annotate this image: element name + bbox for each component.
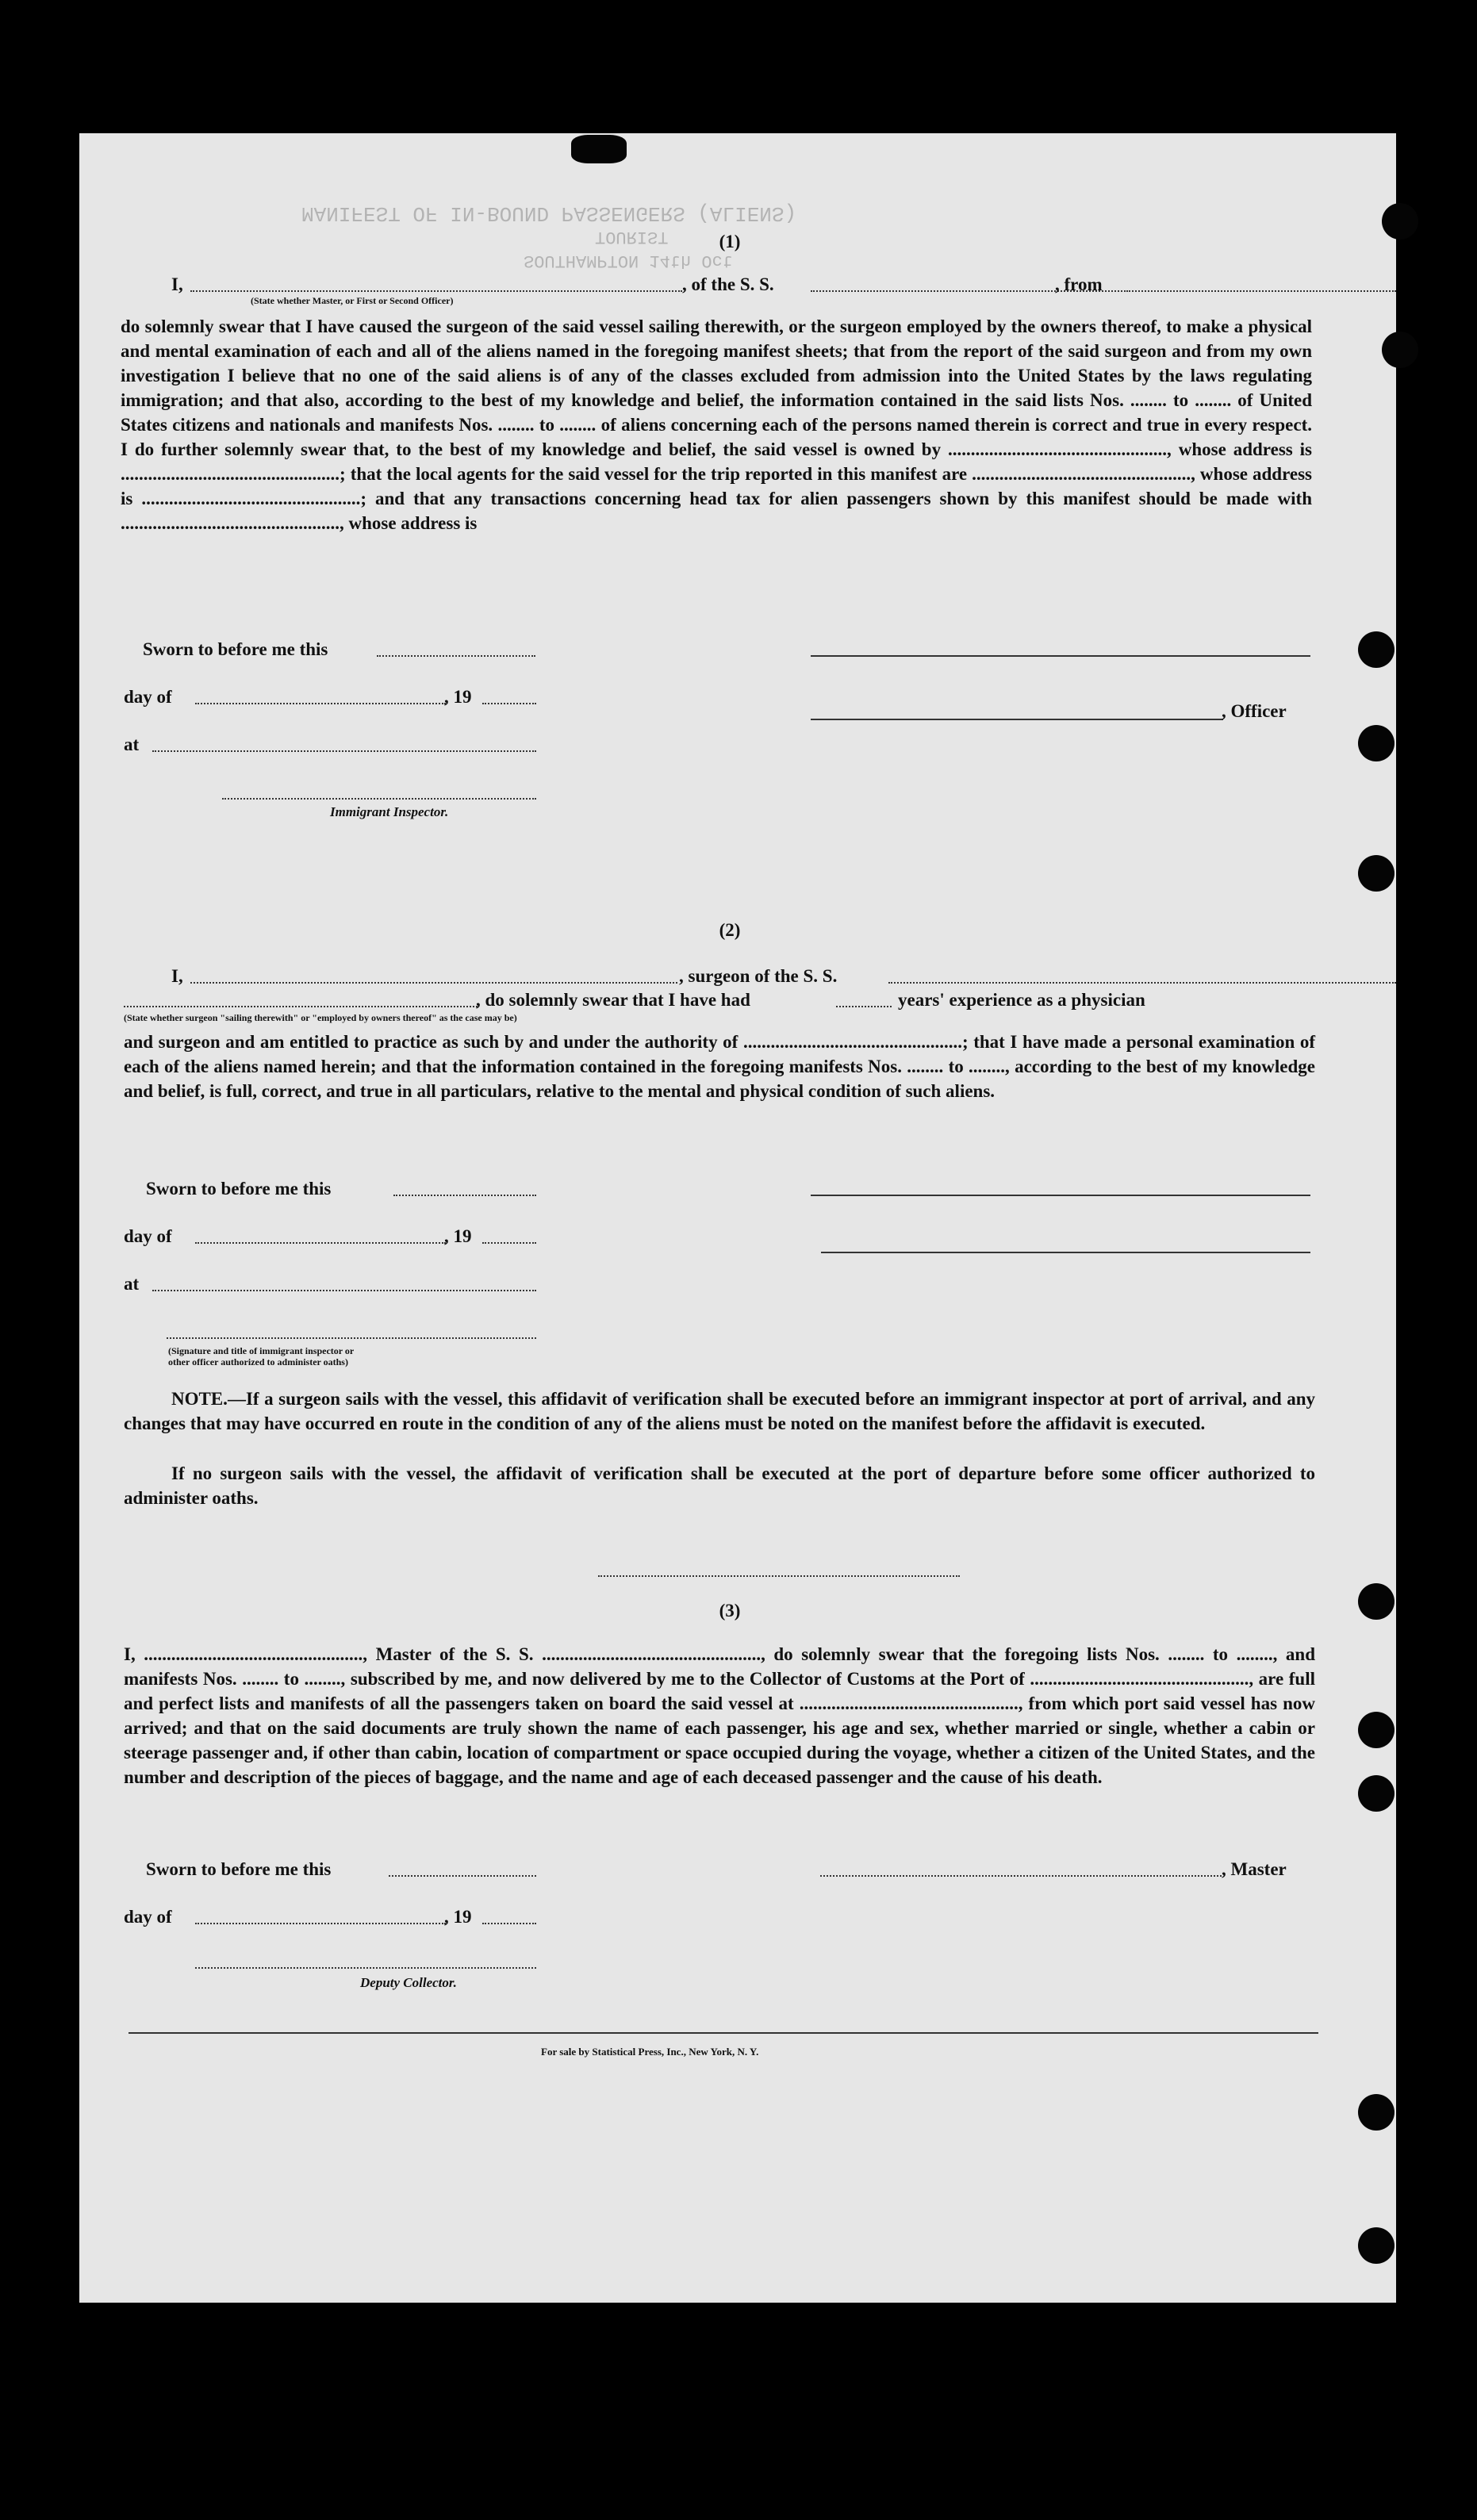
year-label-3: , 19 — [444, 1907, 472, 1927]
at-label-2: at — [124, 1274, 140, 1294]
punch-hole — [1358, 1583, 1395, 1620]
years-field[interactable] — [836, 1006, 892, 1007]
note-paragraph — [124, 1387, 1315, 1436]
section-2-oath-text: and surgeon and am entitled to practice as such by and under the authority of ................................................; that I have made a personal examination of each of the aliens named herein; and that the information contained in the foregoing manifests Nos. ........ to ........, according to the best of my knowledge and belief, is full, correct, and true in all particulars, relative to the mental and physical condition of such aliens. — [124, 1032, 1315, 1101]
punch-hole — [1358, 855, 1395, 892]
sworn-label-2: Sworn to before me this — [146, 1179, 332, 1199]
bleed-through-line: TOURIST — [595, 227, 669, 247]
footer-rule — [129, 2032, 1318, 2034]
years-label: years' experience as a physician — [898, 990, 1145, 1010]
inspector-signature-field[interactable] — [222, 798, 536, 800]
note-paragraph-2: If no surgeon sails with the vessel, the affidavit of verification shall be executed at the port of departure before some officer authorized to administer oaths. — [124, 1463, 1315, 1508]
day-field-1[interactable] — [195, 703, 446, 704]
section-2-i-label: I, — [171, 966, 183, 986]
surgeon-signature-line[interactable] — [811, 1195, 1310, 1196]
year-field-3[interactable] — [482, 1923, 536, 1924]
punch-hole — [1358, 631, 1395, 668]
sworn-field-2[interactable] — [393, 1195, 536, 1196]
surgeon-vessel-field[interactable] — [888, 982, 1396, 984]
section-2-number: (2) — [719, 920, 741, 940]
day-of-label-1: day of — [124, 687, 172, 707]
surgeon-name-field[interactable] — [190, 982, 677, 984]
officer-caption: (State whether Master, or First or Second Officer) — [251, 295, 454, 306]
official-signature-field[interactable] — [167, 1337, 536, 1339]
deputy-signature-field[interactable] — [195, 1967, 536, 1969]
master-label: , Master — [1222, 1859, 1287, 1879]
day-of-label-2: day of — [124, 1226, 172, 1246]
punch-hole — [1382, 203, 1418, 240]
surgeon-signature-line-2[interactable] — [821, 1252, 1310, 1253]
sworn-field-3[interactable] — [389, 1875, 536, 1877]
sworn-label-1: Sworn to before me this — [143, 639, 328, 659]
punch-hole — [1358, 1712, 1395, 1748]
signature-caption-2: other officer authorized to administer oaths) — [168, 1356, 348, 1367]
section-1-number: (1) — [719, 232, 741, 251]
at-field-1[interactable] — [152, 750, 536, 752]
signature-caption-1: (Signature and title of immigrant inspector or — [168, 1345, 355, 1356]
day-field-2[interactable] — [195, 1242, 446, 1244]
at-label-1: at — [124, 735, 140, 754]
day-field-3[interactable] — [195, 1923, 446, 1924]
section-3-oath-text: I, ................................................, Master of the S. S. ................................................, do solemnly swear that the foregoing lists Nos. ........ to ........, and manifests Nos. ........ to ........, subscribed by me, and now delivered by me to the Collector of Customs at the Port of ................................................, are full and perfect lists and manifests of all the passengers taken on board the said vessel at ................................................, from which port said vessel has now arrived; and that on the said documents are truly shown the name of each passenger, his age and sex, whether married or single, whether a cabin or steerage passenger and, if other than cabin, location of compartment or space occupied during the voyage, whether a citizen of the United States, and the number and description of the pieces of baggage, and the name and age of each deceased passenger and the cause of his death. — [124, 1644, 1315, 1787]
surgeon-of-label: , surgeon of the S. S. — [679, 966, 838, 986]
at-field-2[interactable] — [152, 1290, 536, 1291]
bleed-through-header: MANIFEST OF IN-BOUND PASSENGERS (ALIENS) — [301, 201, 797, 225]
punch-hole — [1382, 332, 1418, 368]
surgeon-status-field[interactable] — [124, 1006, 478, 1007]
officer-name-field[interactable] — [190, 290, 682, 292]
day-of-label-3: day of — [124, 1907, 172, 1927]
master-signature-field[interactable] — [820, 1875, 1222, 1877]
punch-hole — [1358, 725, 1395, 761]
sworn-label-3: Sworn to before me this — [146, 1859, 332, 1879]
punch-hole — [1358, 1775, 1395, 1812]
year-label-2: , 19 — [444, 1226, 472, 1246]
sworn-field-1[interactable] — [377, 655, 535, 657]
from-label: , from — [1055, 274, 1103, 294]
year-field-2[interactable] — [482, 1242, 536, 1244]
bleed-through-line: SOUTHAMPTON 14th Oct — [524, 251, 734, 270]
year-label-1: , 19 — [444, 687, 472, 707]
signature-line[interactable] — [811, 655, 1310, 657]
manifest-verification-page — [79, 133, 1396, 2303]
from-port-field[interactable] — [1126, 290, 1396, 292]
punch-hole — [1358, 2094, 1395, 2131]
officer-signature-line[interactable] — [811, 719, 1223, 720]
of-ss-label: , of the S. S. — [682, 274, 774, 294]
note-label: NOTE. — [171, 1389, 228, 1409]
paper-tear — [571, 135, 627, 163]
note-text-1: —If a surgeon sails with the vessel, this affidavit of verification shall be executed before an immigrant inspector at port of arrival, and any changes that may have occurred en route in the condition of any of the aliens must be noted on the manifest before the affidavit is executed. — [124, 1389, 1315, 1433]
section-3-number: (3) — [719, 1601, 741, 1621]
centered-dotted-line — [598, 1575, 960, 1577]
swear-label: , do solemnly swear that I have had — [476, 990, 750, 1010]
deputy-collector-caption: Deputy Collector. — [360, 1975, 457, 1990]
immigrant-inspector-caption: Immigrant Inspector. — [330, 804, 449, 819]
year-field-1[interactable] — [482, 703, 536, 704]
punch-hole — [1358, 2227, 1395, 2264]
officer-label: , Officer — [1222, 701, 1287, 721]
surgeon-caption: (State whether surgeon "sailing therewith" or "employed by owners thereof" as the case may be) — [124, 1012, 517, 1023]
section-1-oath-text: do solemnly swear that I have caused the surgeon of the said vessel sailing therewith, or the surgeon employed by the owners thereof, to make a physical and mental examination of each and all of the aliens named in the foregoing manifest sheets; that from the report of the said surgeon and from my own investigation I believe that no one of the said aliens is of any of the classes excluded from admission into the United States by the laws regulating immigration; and that also, according to the best of my knowledge and belief, the information contained in the said lists Nos. ........ to ........ of United States citizens and nationals and manifests Nos. ........ to ........ of aliens concerning each of the persons named therein is correct and true in every respect. I do further solemnly swear that, to the best of my knowledge and belief, the said vessel is owned by ................................................, whose address is ................................................; that the local agents for the said vessel for the trip reported in this manifest are ................................................, whose address is ................................................; and that any transactions concerning head tax for alien passengers shown by this manifest should be made with ................................................, whose address is — [121, 316, 1312, 533]
section-1-i-label: I, — [171, 274, 183, 294]
footer-imprint: For sale by Statistical Press, Inc., New York, N. Y. — [541, 2046, 759, 2058]
